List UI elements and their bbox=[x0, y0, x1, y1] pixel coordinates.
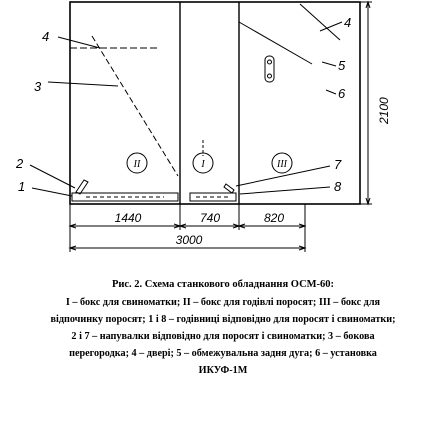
box-iii-label: III bbox=[277, 159, 287, 170]
callout-rear-arc: 5 bbox=[338, 58, 346, 73]
rear-arc bbox=[300, 4, 340, 40]
dim-seg1: 1440 bbox=[114, 211, 142, 225]
caption-line: І – бокс для свиноматки; ІІ – бокс для годівлі поросят; ІІІ – бокс для bbox=[65, 297, 381, 308]
sow-drinker bbox=[224, 184, 234, 193]
door-right bbox=[239, 22, 312, 64]
dim-seg2: 740 bbox=[199, 211, 221, 225]
caption-line: перегородка; 4 – двері; 5 – обмежувальна задня дуга; 6 – установка bbox=[69, 348, 377, 359]
box-i-label: I bbox=[201, 159, 205, 170]
pen-outline bbox=[70, 2, 360, 204]
figure-caption-title: Рис. 2. Схема станкового обладнання ОСМ-60: bbox=[111, 279, 335, 290]
figure-caption-body bbox=[8, 294, 438, 379]
callout-piglet-drinker: 2 bbox=[16, 156, 24, 171]
callout-side-partition: 3 bbox=[34, 79, 42, 94]
callout-sow-drinker: 7 bbox=[334, 157, 342, 172]
callout-heating-unit: 6 bbox=[338, 86, 346, 101]
caption-line: відпочинку поросят; 1 і 8 – годівниці відповідно для поросят і свиноматки; bbox=[50, 314, 396, 325]
callout-sow-feeder: 8 bbox=[334, 179, 342, 194]
caption-line: 2 і 7 – напувалки відповідно для поросят і свиноматки; 3 – бокова bbox=[71, 331, 375, 342]
callout-door-left: 4 bbox=[42, 29, 50, 44]
dim-total: 3000 bbox=[175, 233, 203, 247]
dim-seg3: 820 bbox=[263, 211, 285, 225]
box-ii-label: II bbox=[133, 159, 141, 170]
callout-door-right: 4 bbox=[344, 15, 352, 30]
dim-height: 2100 bbox=[377, 97, 391, 124]
callout-piglet-feeder: 1 bbox=[18, 179, 26, 194]
caption-line: ИКУФ-1М bbox=[198, 365, 248, 376]
door-left-diagonal bbox=[92, 36, 178, 176]
piglet-drinker bbox=[76, 180, 88, 194]
